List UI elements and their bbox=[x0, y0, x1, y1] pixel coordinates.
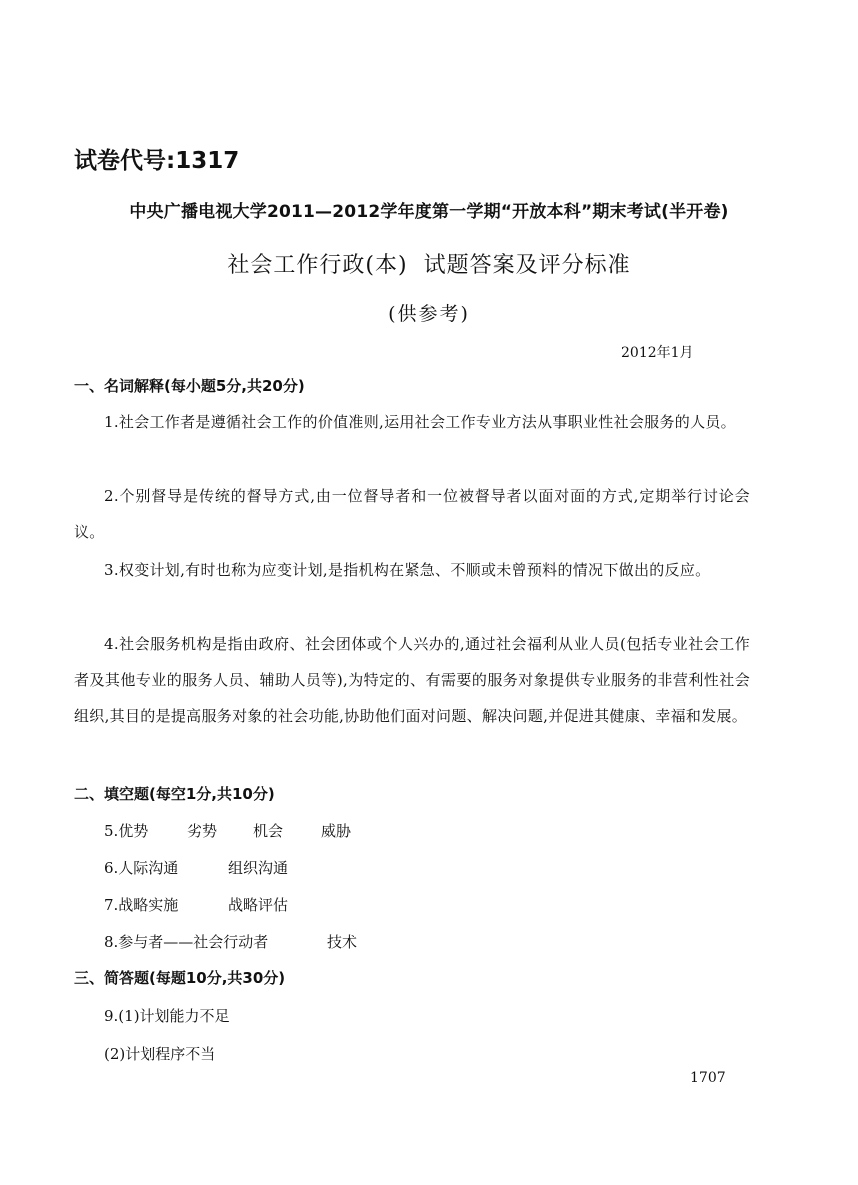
fill-answer: 5.优势 bbox=[104, 822, 149, 840]
page-number: 1707 bbox=[690, 1070, 726, 1086]
definition-item: 4.社会服务机构是指由政府、社会团体或个人兴办的,通过社会福利从业人员(包括专业社会工作者及其他专业的服务人员、辅助人员等),为特定的、有需要的服务对象提供专业服务的非营利性社会组织,其目的是提高服务对象的社会功能,协助他们面对问题、解决问题,并促进其健康、幸福和发展。 bbox=[74, 635, 750, 725]
exam-date: 2012年1月 bbox=[621, 345, 694, 361]
section-2-heading: 二、填空题(每空1分,共10分) bbox=[74, 785, 275, 803]
section-3-heading: 三、简答题(每题10分,共30分) bbox=[74, 969, 286, 987]
fill-answer: 机会 bbox=[253, 822, 284, 840]
short-answer-line: 9.(1)计划能力不足 bbox=[104, 1007, 230, 1025]
section-1-heading: 一、名词解释(每小题5分,共20分) bbox=[74, 377, 305, 395]
fill-answer: 6.人际沟通 bbox=[104, 859, 179, 877]
definition-item: 2.个别督导是传统的督导方式,由一位督导者和一位被督导者以面对面的方式,定期举行讨论会议。 bbox=[74, 487, 750, 541]
fill-answer: 战略评估 bbox=[228, 896, 289, 914]
short-answer-line: (2)计划程序不当 bbox=[104, 1045, 216, 1063]
fill-answer: 技术 bbox=[327, 933, 358, 951]
definition-item: 3.权变计划,有时也称为应变计划,是指机构在紧急、不顺或未曾预料的情况下做出的反应。 bbox=[104, 561, 711, 579]
reference-note: (供参考) bbox=[388, 303, 470, 325]
fill-answer-row bbox=[104, 894, 288, 915]
fill-answer: 7.战略实施 bbox=[104, 896, 179, 914]
fill-answer: 劣势 bbox=[187, 822, 218, 840]
fill-answer-row bbox=[104, 820, 351, 841]
fill-answer-row bbox=[104, 857, 288, 878]
fill-answer: 威胁 bbox=[321, 822, 352, 840]
fill-answer: 组织沟通 bbox=[228, 859, 289, 877]
exam-title: 中央广播电视大学2011—2012学年度第一学期“开放本科”期末考试(半开卷) bbox=[129, 202, 729, 222]
fill-answer-row bbox=[104, 931, 357, 952]
fill-answer: 8.参与者——社会行动者 bbox=[104, 933, 269, 951]
document-title: 社会工作行政(本) 试题答案及评分标准 bbox=[227, 253, 631, 278]
exam-code: 试卷代号:1317 bbox=[74, 148, 240, 174]
definition-item: 1.社会工作者是遵循社会工作的价值准则,运用社会工作专业方法从事职业性社会服务的人员。 bbox=[104, 413, 736, 431]
